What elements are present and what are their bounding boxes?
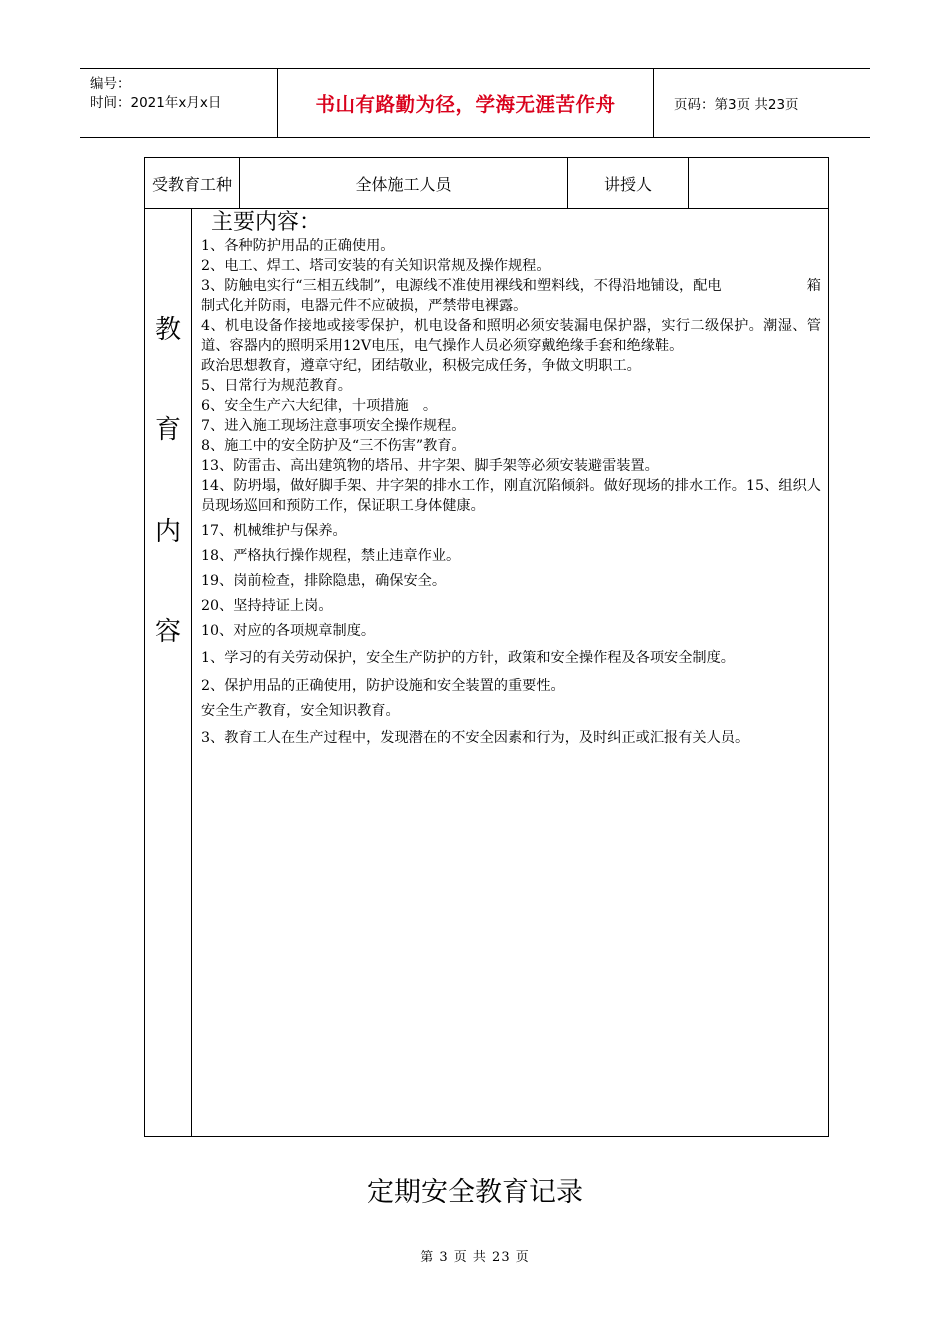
header-page-info	[664, 69, 870, 137]
table-header-row	[145, 158, 828, 209]
content-side-label	[145, 209, 192, 1136]
content-line: 5、日常行为规范教育。	[201, 378, 352, 394]
content-line: 19、岗前检查，排除隐患，确保安全。	[201, 573, 447, 589]
header-motto: 书山有路勤为径，学海无涯苦作舟	[315, 93, 616, 116]
content-line: 13、防雷击、高出建筑物的塔吊、井字架、脚手架等必须安装避雷装置。	[201, 458, 659, 474]
side-char: 教	[154, 315, 181, 345]
side-char: 育	[154, 415, 181, 445]
content-line: 政治思想教育，遵章守纪，团结敬业，积极完成任务，争做文明职工。	[201, 358, 641, 374]
header-meta	[80, 69, 278, 137]
page-info-text: 页码：第3页 共23页	[674, 97, 799, 113]
content-line: 安全生产教育，安全知识教育。	[201, 703, 400, 719]
side-char: 内	[154, 517, 181, 547]
content-line: 3、教育工人在生产过程中，发现潜在的不安全因素和行为，及时纠正或汇报有关人员。	[201, 730, 750, 746]
record-title: 定期安全教育记录	[367, 1177, 583, 1208]
lecturer-value	[689, 158, 828, 208]
header-motto-cell	[278, 69, 654, 137]
trade-label: 受教育工种	[145, 158, 240, 208]
content-line: 1、各种防护用品的正确使用。	[201, 238, 395, 254]
side-char: 容	[154, 617, 181, 647]
content-line: 20、坚持持证上岗。	[201, 598, 333, 614]
page-number: 第 3 页 共 23 页	[420, 1250, 530, 1265]
code-label: 编号：	[90, 76, 131, 92]
time-label: 时间：2021年x月x日	[90, 95, 222, 111]
education-table	[144, 157, 829, 1137]
content-line: 1、学习的有关劳动保护，安全生产防护的方针，政策和安全操作程及各项安全制度。	[201, 650, 735, 666]
content-line: 10、对应的各项规章制度。	[201, 623, 376, 639]
content-line: 2、电工、焊工、塔司安装的有关知识常规及操作规程。	[201, 258, 551, 274]
content-line: 3、防触电实行“三相五线制”，电源线不准使用裸线和塑料线，不得沿地铺设，配电 箱制式化并防雨，电器元件不应破损，严禁带电裸露。	[201, 278, 821, 314]
content-line: 8、施工中的安全防护及“三不伤害”教育。	[201, 438, 466, 454]
content-line: 14、防坍塌，做好脚手架、井字架的排水工作，刚直沉陷倾斜。做好现场的排水工作。15、组织人员现场巡回和预防工作，保证职工身体健康。	[201, 478, 821, 514]
content-body	[201, 209, 821, 751]
content-line: 7、进入施工现场注意事项安全操作规程。	[201, 418, 466, 434]
trade-value: 全体施工人员	[240, 158, 568, 208]
content-line: 4、机电设备作接地或接零保护，机电设备和照明必须安装漏电保护器，实行二级保护。潮湿、管道、容器内的照明采用12V电压，电气操作人员必须穿戴绝缘手套和绝缘鞋。	[201, 318, 821, 354]
content-line: 18、严格执行操作规程，禁止违章作业。	[201, 548, 461, 564]
content-line: 2、保护用品的正确使用，防护设施和安全装置的重要性。	[201, 678, 565, 694]
content-heading: 主要内容：	[211, 210, 322, 235]
content-line: 6、安全生产六大纪律，十项措施 。	[201, 398, 438, 414]
page-header	[80, 68, 870, 138]
lecturer-label: 讲授人	[568, 158, 689, 208]
content-line: 17、机械维护与保养。	[201, 523, 347, 539]
